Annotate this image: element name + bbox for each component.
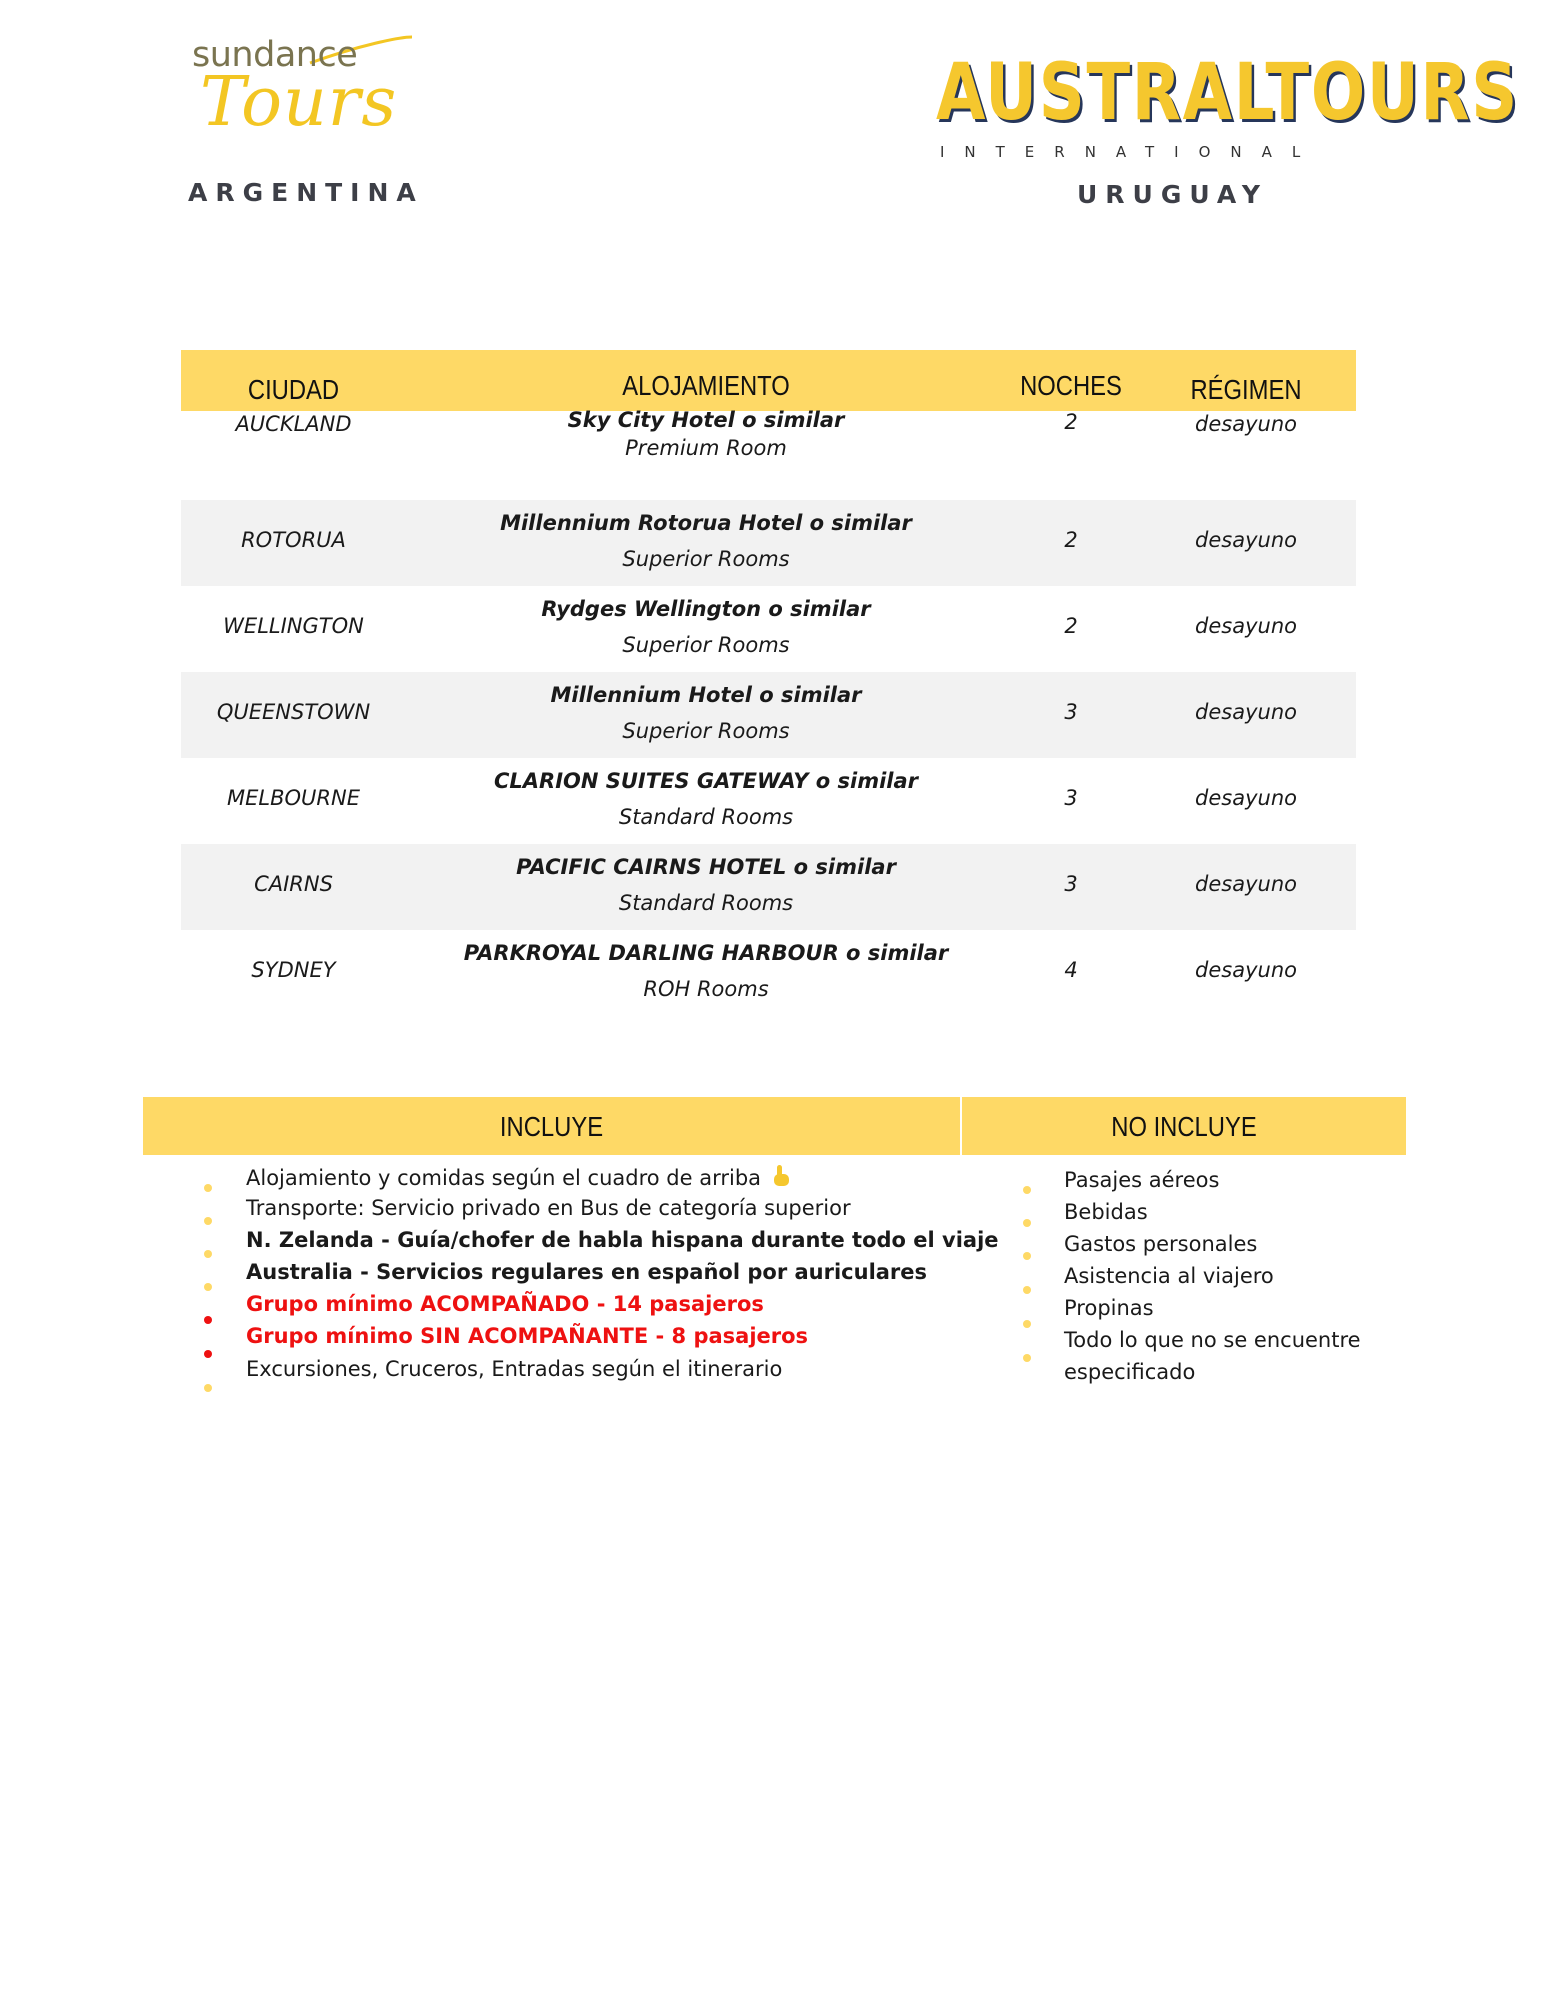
cell-city: AUCKLAND [235, 412, 352, 436]
list-item: Grupo mínimo ACOMPAÑADO - 14 pasajeros [246, 1292, 764, 1316]
cell-nights: 3 [1064, 786, 1078, 810]
cell-nights: 3 [1064, 700, 1078, 724]
list-item: N. Zelanda - Guía/chofer de habla hispana durante todo el viaje [246, 1228, 999, 1252]
list-item [246, 1164, 792, 1190]
header-regime: RÉGIMEN [1190, 374, 1302, 405]
logo-word: sundance [192, 35, 358, 75]
cell-city: WELLINGTON [223, 614, 364, 638]
australtours-logo [936, 48, 1520, 161]
bullet-icon [204, 1250, 212, 1258]
cell-nights: 2 [1064, 528, 1078, 552]
list-item: Grupo mínimo SIN ACOMPAÑANTE - 8 pasajeros [246, 1324, 809, 1348]
bullet-icon [1023, 1186, 1031, 1194]
cell-regime: desayuno [1195, 786, 1297, 810]
header-divider [960, 1097, 962, 1155]
cell-hotel: CLARION SUITES GATEWAY o similar [493, 769, 919, 793]
cell-nights: 4 [1064, 958, 1078, 982]
header-hotel: ALOJAMIENTO [622, 370, 790, 401]
bullet-icon [1023, 1354, 1031, 1362]
cell-hotel: PARKROYAL DARLING HARBOUR o similar [463, 941, 949, 965]
bullet-icon [1023, 1219, 1031, 1227]
table-row [181, 844, 1356, 930]
cell-regime: desayuno [1195, 614, 1297, 638]
list-item: Asistencia al viajero [1064, 1264, 1274, 1288]
cell-hotel: Rydges Wellington o similar [541, 597, 871, 621]
cell-nights: 3 [1064, 872, 1078, 896]
cell-city: QUEENSTOWN [216, 700, 371, 724]
bullet-icon [1023, 1252, 1031, 1260]
cell-city: ROTORUA [241, 528, 346, 552]
logo-script: Tours [200, 63, 398, 142]
cell-nights: 2 [1064, 614, 1078, 638]
cell-room: Superior Rooms [622, 547, 790, 571]
includes-header [143, 1097, 1406, 1155]
cell-hotel: Sky City Hotel o similar [567, 408, 845, 432]
include-item-text: Alojamiento y comidas según el cuadro de arriba [246, 1166, 762, 1190]
cell-city: MELBOURNE [227, 786, 360, 810]
header-nights: NOCHES [1020, 370, 1122, 401]
list-item: Gastos personales [1064, 1232, 1258, 1256]
cell-city: CAIRNS [254, 872, 333, 896]
logo-word: AUSTRALTOURS [936, 48, 1520, 138]
table-row [181, 586, 1356, 672]
cell-regime: desayuno [1195, 700, 1297, 724]
cell-regime: desayuno [1195, 958, 1297, 982]
cell-nights: 2 [1064, 410, 1078, 434]
list-item: especificado [1064, 1360, 1196, 1384]
list-item: Pasajes aéreos [1064, 1168, 1220, 1192]
bullet-icon [204, 1217, 212, 1225]
list-item: Propinas [1064, 1296, 1154, 1320]
bullet-icon [204, 1350, 212, 1358]
country-uruguay: URUGUAY [1077, 180, 1268, 209]
cell-regime: desayuno [1195, 528, 1297, 552]
table-row [181, 758, 1356, 844]
cell-regime: desayuno [1195, 872, 1297, 896]
list-item: Excursiones, Cruceros, Entradas según el itinerario [246, 1357, 783, 1381]
list-item: Bebidas [1064, 1200, 1148, 1224]
cell-hotel: PACIFIC CAIRNS HOTEL o similar [516, 855, 896, 879]
cell-regime: desayuno [1195, 412, 1297, 436]
bullet-icon [204, 1283, 212, 1291]
cell-hotel: Millennium Rotorua Hotel o similar [500, 511, 912, 535]
table-row [181, 672, 1356, 758]
cell-room: ROH Rooms [643, 977, 769, 1001]
cell-room: Standard Rooms [618, 805, 794, 829]
bullet-icon [204, 1384, 212, 1392]
cell-hotel: Millennium Hotel o similar [550, 683, 862, 707]
table-row [181, 500, 1356, 586]
logo-subtitle: INTERNATIONAL [940, 143, 1321, 161]
table-row [181, 930, 1356, 1016]
includes-title: INCLUYE [499, 1111, 604, 1142]
table-row [181, 408, 1356, 500]
bullet-icon [204, 1316, 212, 1324]
cell-room: Premium Room [625, 436, 787, 460]
cell-room: Standard Rooms [618, 891, 794, 915]
country-argentina: ARGENTINA [188, 178, 424, 207]
cell-room: Superior Rooms [622, 719, 790, 743]
sundance-tours-logo [190, 35, 430, 155]
bullet-icon [1023, 1320, 1031, 1328]
table-header [181, 350, 1356, 411]
header-city: CIUDAD [247, 374, 340, 405]
cell-room: Superior Rooms [622, 633, 790, 657]
accommodation-table [181, 350, 1356, 1016]
list-item: Australia - Servicios regulares en español por auriculares [246, 1260, 928, 1284]
cell-city: SYDNEY [251, 958, 336, 982]
list-item: Transporte: Servicio privado en Bus de categoría superior [246, 1196, 851, 1220]
bullet-icon [1023, 1286, 1031, 1294]
bullet-icon [204, 1184, 212, 1192]
excludes-title: NO INCLUYE [1111, 1111, 1257, 1142]
pointing-up-hand-icon [770, 1164, 792, 1188]
list-item: Todo lo que no se encuentre [1064, 1328, 1361, 1352]
